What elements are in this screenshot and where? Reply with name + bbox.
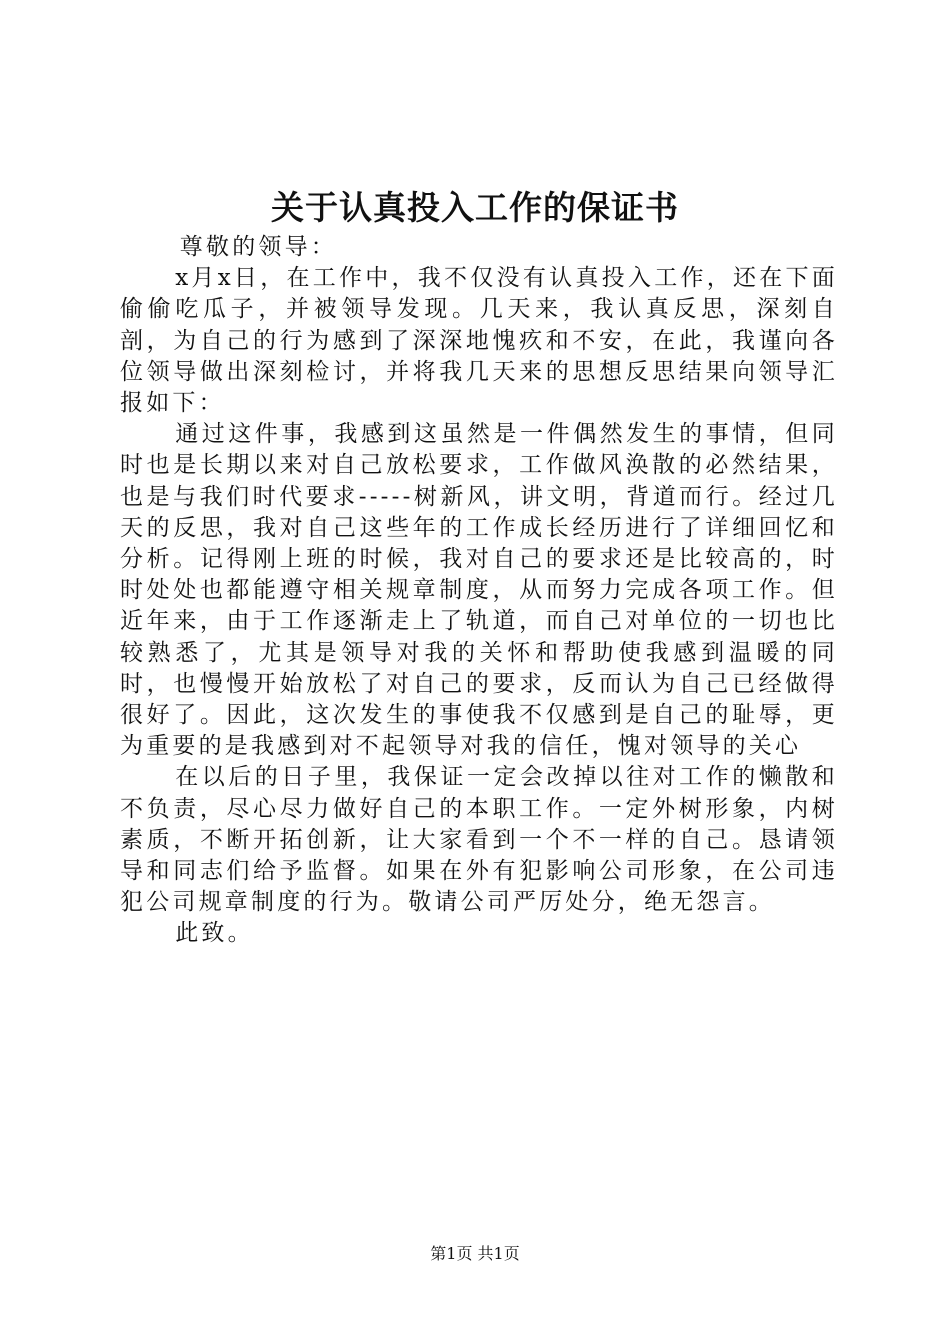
salutation: 尊敬的领导： <box>179 234 337 260</box>
document-title: 关于认真投入工作的保证书 <box>271 188 679 227</box>
page-footer: 第1页 共1页 <box>430 1244 520 1263</box>
paragraph-1: x月x日，在工作中，我不仅没有认真投入工作，还在下面偷偷吃瓜子，并被领导发现。几天来，我认真反思，深刻自剖，为自己的行为感到了深深地愧疚和不安，在此，我谨向各位领导做出深刻检讨，并将我几天来的思想反思结果向领导汇报如下： <box>120 265 838 417</box>
closing-line: 此致。 <box>175 920 254 947</box>
paragraph-2: 通过这件事，我感到这虽然是一件偶然发生的事情，但同时也是长期以来对自己放松要求，工作做风涣散的必然结果，也是与我们时代要求-----树新风，讲文明，背道而行。经过几天的反思，我对自己这些年的工作成长经历进行了详细回忆和分析。记得刚上班的时候，我对自己的要求还是比较高的，时时处处也都能遵守相关规章制度，从而努力完成各项工作。但近年来，由于工作逐渐走上了轨道，而自己对单位的一切也比较熟悉了，尤其是领导对我的关怀和帮助使我感到温暖的同时，也慢慢开始放松了对自己的要求，反而认为自己已经做得很好了。因此，这次发生的事使我不仅感到是自己的耻辱，更为重要的是我感到对不起领导对我的信任，愧对领导的关心 <box>120 421 838 760</box>
paragraph-3: 在以后的日子里，我保证一定会改掉以往对工作的懒散和不负责，尽心尽力做好自己的本职工作。一定外树形象，内树素质，不断开拓创新，让大家看到一个不一样的自己。恳请领导和同志们给予监督。如果在外有犯影响公司形象，在公司违犯公司规章制度的行为。敬请公司严厉处分，绝无怨言。 <box>120 764 838 916</box>
document-body <box>120 232 838 950</box>
